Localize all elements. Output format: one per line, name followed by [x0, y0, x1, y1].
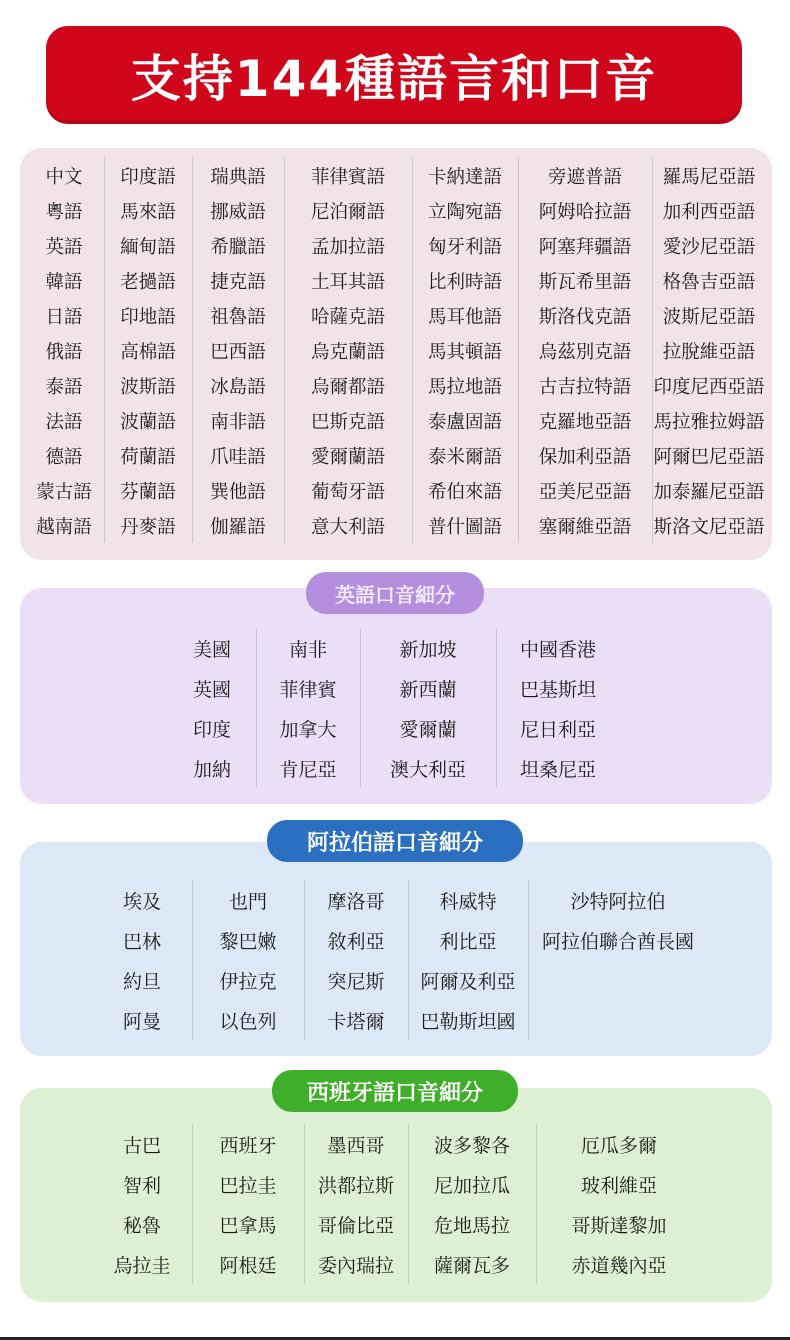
accent-item: 墨西哥	[327, 1134, 385, 1157]
language-item: 泰語	[45, 376, 83, 398]
language-item: 印度語	[120, 166, 176, 188]
language-item: 尼泊爾語	[310, 201, 385, 223]
spanish-accents-panel	[20, 1088, 772, 1302]
language-item: 祖魯語	[210, 306, 266, 328]
accent-item: 阿根廷	[219, 1254, 277, 1277]
language-item: 孟加拉語	[310, 236, 385, 258]
language-item: 爪哇語	[210, 446, 266, 468]
language-item: 烏茲別克語	[538, 341, 632, 363]
language-item: 高棉語	[120, 341, 176, 363]
language-item: 蒙古語	[36, 481, 92, 503]
language-item: 日語	[45, 306, 83, 328]
language-item: 普什圖語	[427, 516, 502, 538]
english-accents-grid	[20, 588, 772, 804]
arabic-accents-grid	[20, 842, 772, 1056]
language-item: 馬來語	[120, 201, 176, 223]
language-item: 斯洛文尼亞語	[653, 516, 765, 538]
english-accents-panel	[20, 588, 772, 804]
accent-item: 伊拉克	[219, 970, 277, 993]
language-item: 烏克蘭語	[310, 341, 385, 363]
accent-item: 洪都拉斯	[317, 1174, 394, 1197]
language-item: 馬拉雅拉姆語	[653, 411, 765, 433]
accent-item: 約旦	[122, 970, 161, 993]
language-item: 英語	[45, 236, 83, 258]
english-accents-column	[168, 628, 257, 788]
language-item: 比利時語	[427, 271, 502, 293]
page-title: 支持144種語言和口音	[130, 50, 658, 108]
languages-column	[518, 158, 653, 543]
language-item: 印度尼西亞語	[653, 376, 765, 398]
accent-item: 黎巴嫩	[219, 930, 277, 953]
accent-item: 波多黎各	[433, 1134, 510, 1157]
language-item: 緬甸語	[120, 236, 176, 258]
accent-item: 古巴	[122, 1134, 161, 1157]
language-item: 斯洛伐克語	[538, 306, 632, 328]
languages-column	[104, 158, 193, 543]
language-item: 馬耳他語	[427, 306, 502, 328]
accent-item: 菲律賓	[279, 678, 337, 701]
language-item: 哈薩克語	[310, 306, 385, 328]
language-item: 保加利亞語	[538, 446, 632, 468]
language-item: 旁遮普語	[547, 166, 622, 188]
language-item: 韓語	[45, 271, 83, 293]
accent-item: 印度	[192, 718, 231, 741]
accent-item: 委內瑞拉	[317, 1254, 394, 1277]
language-item: 菲律賓語	[310, 166, 385, 188]
accent-item: 厄瓜多爾	[580, 1134, 657, 1157]
languages-column	[412, 158, 519, 543]
arabic-accents-column	[92, 880, 193, 1040]
accent-item: 尼加拉瓜	[433, 1174, 510, 1197]
language-item: 匈牙利語	[427, 236, 502, 258]
accent-item: 玻利維亞	[580, 1174, 657, 1197]
language-item: 波斯尼亞語	[662, 306, 756, 328]
accent-item: 新西蘭	[399, 678, 457, 701]
accent-item: 哥倫比亞	[317, 1214, 394, 1237]
accent-item: 英國	[192, 678, 231, 701]
accent-item: 肯尼亞	[279, 758, 337, 781]
spanish-accents-heading: 西班牙語口音細分	[272, 1070, 518, 1112]
spanish-accents-column	[304, 1124, 409, 1284]
title-banner	[46, 26, 742, 124]
language-item: 波斯語	[120, 376, 176, 398]
language-item: 古吉拉特語	[538, 376, 632, 398]
language-item: 巴西語	[210, 341, 266, 363]
spanish-accents-grid	[20, 1088, 772, 1302]
language-item: 愛沙尼亞語	[662, 236, 756, 258]
languages-column	[24, 158, 105, 543]
language-item: 捷克語	[210, 271, 266, 293]
language-item: 馬拉地語	[427, 376, 502, 398]
accent-item: 摩洛哥	[327, 890, 385, 913]
language-item: 巴斯克語	[310, 411, 385, 433]
accent-item: 敘利亞	[327, 930, 385, 953]
language-item: 俄語	[45, 341, 83, 363]
accent-item: 阿爾及利亞	[420, 970, 516, 993]
language-item: 中文	[45, 166, 83, 188]
languages-grid	[20, 148, 772, 560]
language-item: 馬其頓語	[427, 341, 502, 363]
language-item: 格魯吉亞語	[662, 271, 756, 293]
accent-item: 智利	[122, 1174, 161, 1197]
accent-item: 阿曼	[122, 1010, 161, 1033]
language-item: 亞美尼亞語	[538, 481, 632, 503]
languages-panel	[20, 148, 772, 560]
language-item: 希臘語	[210, 236, 266, 258]
language-item: 老撾語	[120, 271, 176, 293]
language-item: 加利西亞語	[662, 201, 756, 223]
language-item: 羅馬尼亞語	[662, 166, 756, 188]
accent-item: 巴勒斯坦國	[420, 1010, 516, 1033]
accent-item: 巴基斯坦	[519, 678, 596, 701]
accent-item: 哥斯達黎加	[571, 1214, 667, 1237]
language-item: 克羅地亞語	[538, 411, 632, 433]
language-item: 斯瓦希里語	[538, 271, 632, 293]
accent-item: 加拿大	[279, 718, 337, 741]
language-item: 立陶宛語	[427, 201, 502, 223]
accent-item: 新加坡	[399, 638, 457, 661]
accent-item: 坦桑尼亞	[519, 758, 596, 781]
accent-item: 薩爾瓦多	[433, 1254, 510, 1277]
accent-item: 也門	[228, 890, 267, 913]
accent-item: 科威特	[439, 890, 497, 913]
language-item: 南非語	[210, 411, 266, 433]
arabic-accents-panel	[20, 842, 772, 1056]
language-item: 阿塞拜疆語	[538, 236, 632, 258]
language-item: 拉脫維亞語	[662, 341, 756, 363]
language-item: 粵語	[45, 201, 83, 223]
language-item: 印地語	[120, 306, 176, 328]
language-item: 越南語	[36, 516, 92, 538]
accent-item: 澳大利亞	[389, 758, 466, 781]
accent-item: 巴拉圭	[219, 1174, 277, 1197]
spanish-accents-column	[408, 1124, 537, 1284]
language-item: 法語	[45, 411, 83, 433]
arabic-accents-column	[304, 880, 409, 1040]
language-item: 泰米爾語	[427, 446, 502, 468]
language-item: 加泰羅尼亞語	[653, 481, 765, 503]
language-item: 瑞典語	[210, 166, 266, 188]
language-item: 塞爾維亞語	[538, 516, 632, 538]
accent-item: 利比亞	[439, 930, 497, 953]
accent-item: 赤道幾內亞	[571, 1254, 667, 1277]
language-item: 烏爾都語	[310, 376, 385, 398]
english-accents-column	[496, 628, 620, 788]
language-item: 冰島語	[210, 376, 266, 398]
language-item: 意大利語	[310, 516, 385, 538]
accent-item: 尼日利亞	[519, 718, 596, 741]
language-item: 巽他語	[210, 481, 266, 503]
accent-item: 烏拉圭	[113, 1254, 171, 1277]
language-item: 丹麥語	[120, 516, 176, 538]
languages-column	[192, 158, 285, 543]
language-item: 挪威語	[210, 201, 266, 223]
accent-item: 以色列	[219, 1010, 277, 1033]
language-item: 波蘭語	[120, 411, 176, 433]
language-item: 德語	[45, 446, 83, 468]
language-item: 荷蘭語	[120, 446, 176, 468]
arabic-accents-heading: 阿拉伯語口音細分	[267, 820, 523, 862]
accent-item: 美國	[192, 638, 231, 661]
english-accents-column	[360, 628, 497, 788]
accent-item: 南非	[288, 638, 327, 661]
accent-item: 西班牙	[219, 1134, 277, 1157]
accent-item: 愛爾蘭	[399, 718, 457, 741]
language-item: 愛爾蘭語	[310, 446, 385, 468]
accent-item: 突尼斯	[327, 970, 385, 993]
languages-column	[284, 158, 413, 543]
language-item: 阿爾巴尼亞語	[653, 446, 765, 468]
accent-item: 秘魯	[122, 1214, 161, 1237]
language-item: 葡萄牙語	[310, 481, 385, 503]
accent-item: 巴拿馬	[219, 1214, 277, 1237]
accent-item: 埃及	[122, 890, 161, 913]
spanish-accents-column	[192, 1124, 305, 1284]
arabic-accents-column	[408, 880, 529, 1040]
language-item: 土耳其語	[310, 271, 385, 293]
arabic-accents-column	[528, 880, 708, 960]
accent-item: 巴林	[122, 930, 161, 953]
language-item: 阿姆哈拉語	[538, 201, 632, 223]
language-item: 卡納達語	[427, 166, 502, 188]
language-item: 芬蘭語	[120, 481, 176, 503]
english-accents-heading: 英語口音細分	[306, 572, 484, 614]
accent-item: 卡塔爾	[327, 1010, 385, 1033]
arabic-accents-column	[192, 880, 305, 1040]
accent-item: 危地馬拉	[433, 1214, 510, 1237]
accent-item: 中國香港	[519, 638, 596, 661]
spanish-accents-column	[536, 1124, 702, 1284]
language-item: 泰盧固語	[427, 411, 502, 433]
language-item: 希伯來語	[427, 481, 502, 503]
language-item: 伽羅語	[210, 516, 266, 538]
languages-column	[652, 158, 766, 543]
accent-item: 阿拉伯聯合酋長國	[541, 930, 694, 953]
accent-item: 沙特阿拉伯	[570, 890, 666, 913]
english-accents-column	[256, 628, 361, 788]
spanish-accents-column	[92, 1124, 193, 1284]
accent-item: 加納	[192, 758, 231, 781]
